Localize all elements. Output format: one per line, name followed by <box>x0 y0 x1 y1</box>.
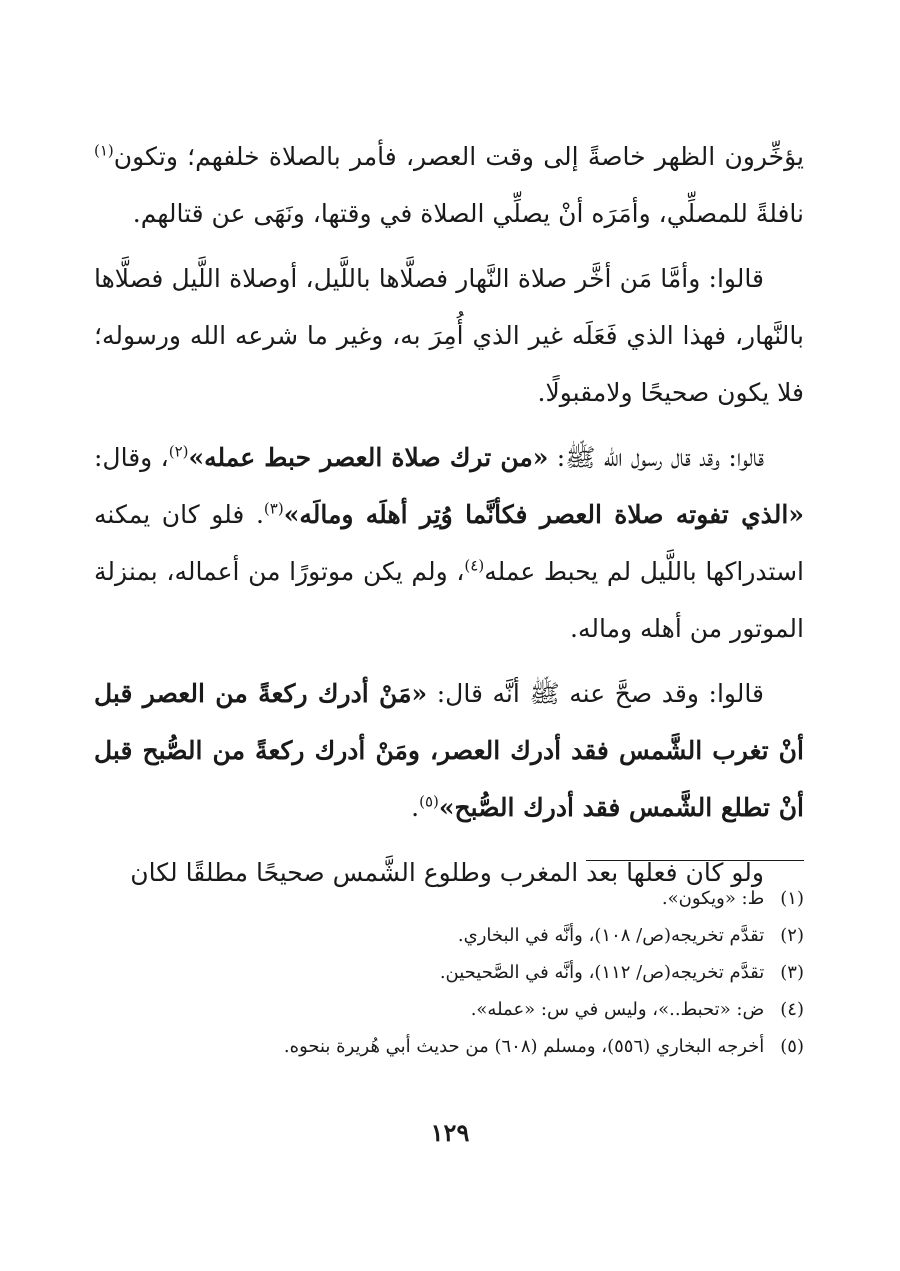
footnote-number: (١) <box>780 888 804 909</box>
text-run: ، ولم يكن موتورًا من أعماله، بمنزلة الموتور من أهله وماله. <box>94 557 804 643</box>
footnote-number: (٤) <box>780 999 804 1020</box>
paragraph-3 <box>94 429 804 657</box>
text-run: ، وقال: <box>94 443 169 472</box>
text-run: قالوا: وأمَّا مَن أخَّر صلاة النَّهار فصلَّاها باللَّيل، أوصلاة اللَّيل فصلَّاها بالنَّهار، فهذا الذي فَعَلَه غير الذي أُمِرَ به، وغير ما شرعه الله ورسوله؛ فلا يكون صحيحًا ولامقبولًا. <box>94 264 804 407</box>
footnote-text: أخرجه البخاري (٥٥٦)، ومسلم (٦٠٨) من حديث أبي هُريرة بنحوه. <box>283 1036 765 1057</box>
paragraph-4 <box>94 665 804 836</box>
footnotes-list <box>94 880 804 1065</box>
footnote-marker-3: (٣) <box>263 499 284 518</box>
footnote-number: (٣) <box>780 962 804 983</box>
paragraph-1 <box>94 128 804 242</box>
text-run: قالوا: وقد قال رسول الله ﷺ: <box>548 443 764 472</box>
text-run: . <box>411 793 420 822</box>
footnote-text: تقدَّم تخريجه(ص/ ١٠٨)، وأنَّه في البخاري. <box>457 925 765 946</box>
footnote-marker-4: (٤) <box>464 556 485 575</box>
footnote-item <box>94 954 804 991</box>
text-run: يؤخِّرون الظهر خاصةً إلى وقت العصر، فأمر بالصلاة خلفهم؛ وتكون <box>113 142 804 171</box>
text-run: نافلةً للمصلِّي، وأمَرَه أنْ يصلِّي الصلاة في وقتها، ونَهَى عن قتالهم. <box>132 199 804 228</box>
footnote-text: تقدَّم تخريجه(ص/ ١١٢)، وأنَّه في الصَّحيحين. <box>439 962 765 983</box>
footnote-text: ط: «ويكون». <box>661 888 765 909</box>
hadith-quote: «الذي تفوته صلاة العصر فكأنَّما وُتِر أهلَه ومالَه» <box>283 500 804 529</box>
main-text <box>94 128 804 909</box>
footnote-number: (٥) <box>780 1036 804 1057</box>
footnote-marker-1: (١) <box>94 141 114 160</box>
footnote-item <box>94 991 804 1028</box>
footnote-marker-5: (٥) <box>419 792 439 811</box>
page-number: ١٢٩ <box>430 1118 470 1147</box>
text-run: قالوا: وقد صحَّ عنه ﷺ أنَّه قال: <box>427 679 764 708</box>
text-run: . فلو كان يمكنه استدراكها باللَّيل لم يحبط عمله <box>94 500 804 586</box>
footnote-separator <box>586 860 804 861</box>
footnote-item <box>94 1028 804 1065</box>
footnote-text: ض: «تحبط..»، وليس في س: «عمله». <box>470 999 765 1020</box>
footnote-item <box>94 917 804 954</box>
footnote-marker-2: (٢) <box>168 442 189 461</box>
hadith-quote: «من ترك صلاة العصر حبط عمله» <box>188 443 549 472</box>
hadith-quote: «مَنْ أدرك ركعةً من العصر قبل أنْ تغرب الشَّمس فقد أدرك العصر، ومَنْ أدرك ركعةً من الصُّبح قبل أنْ تطلع الشَّمس فقد أدرك الصُّبح» <box>94 679 804 822</box>
paragraph-2 <box>94 250 804 421</box>
text-run: ولو كان فعلها بعد المغرب وطلوع الشَّمس صحيحًا مطلقًا لكان <box>130 858 764 887</box>
footnote-item <box>94 880 804 917</box>
footnote-number: (٢) <box>780 925 804 946</box>
